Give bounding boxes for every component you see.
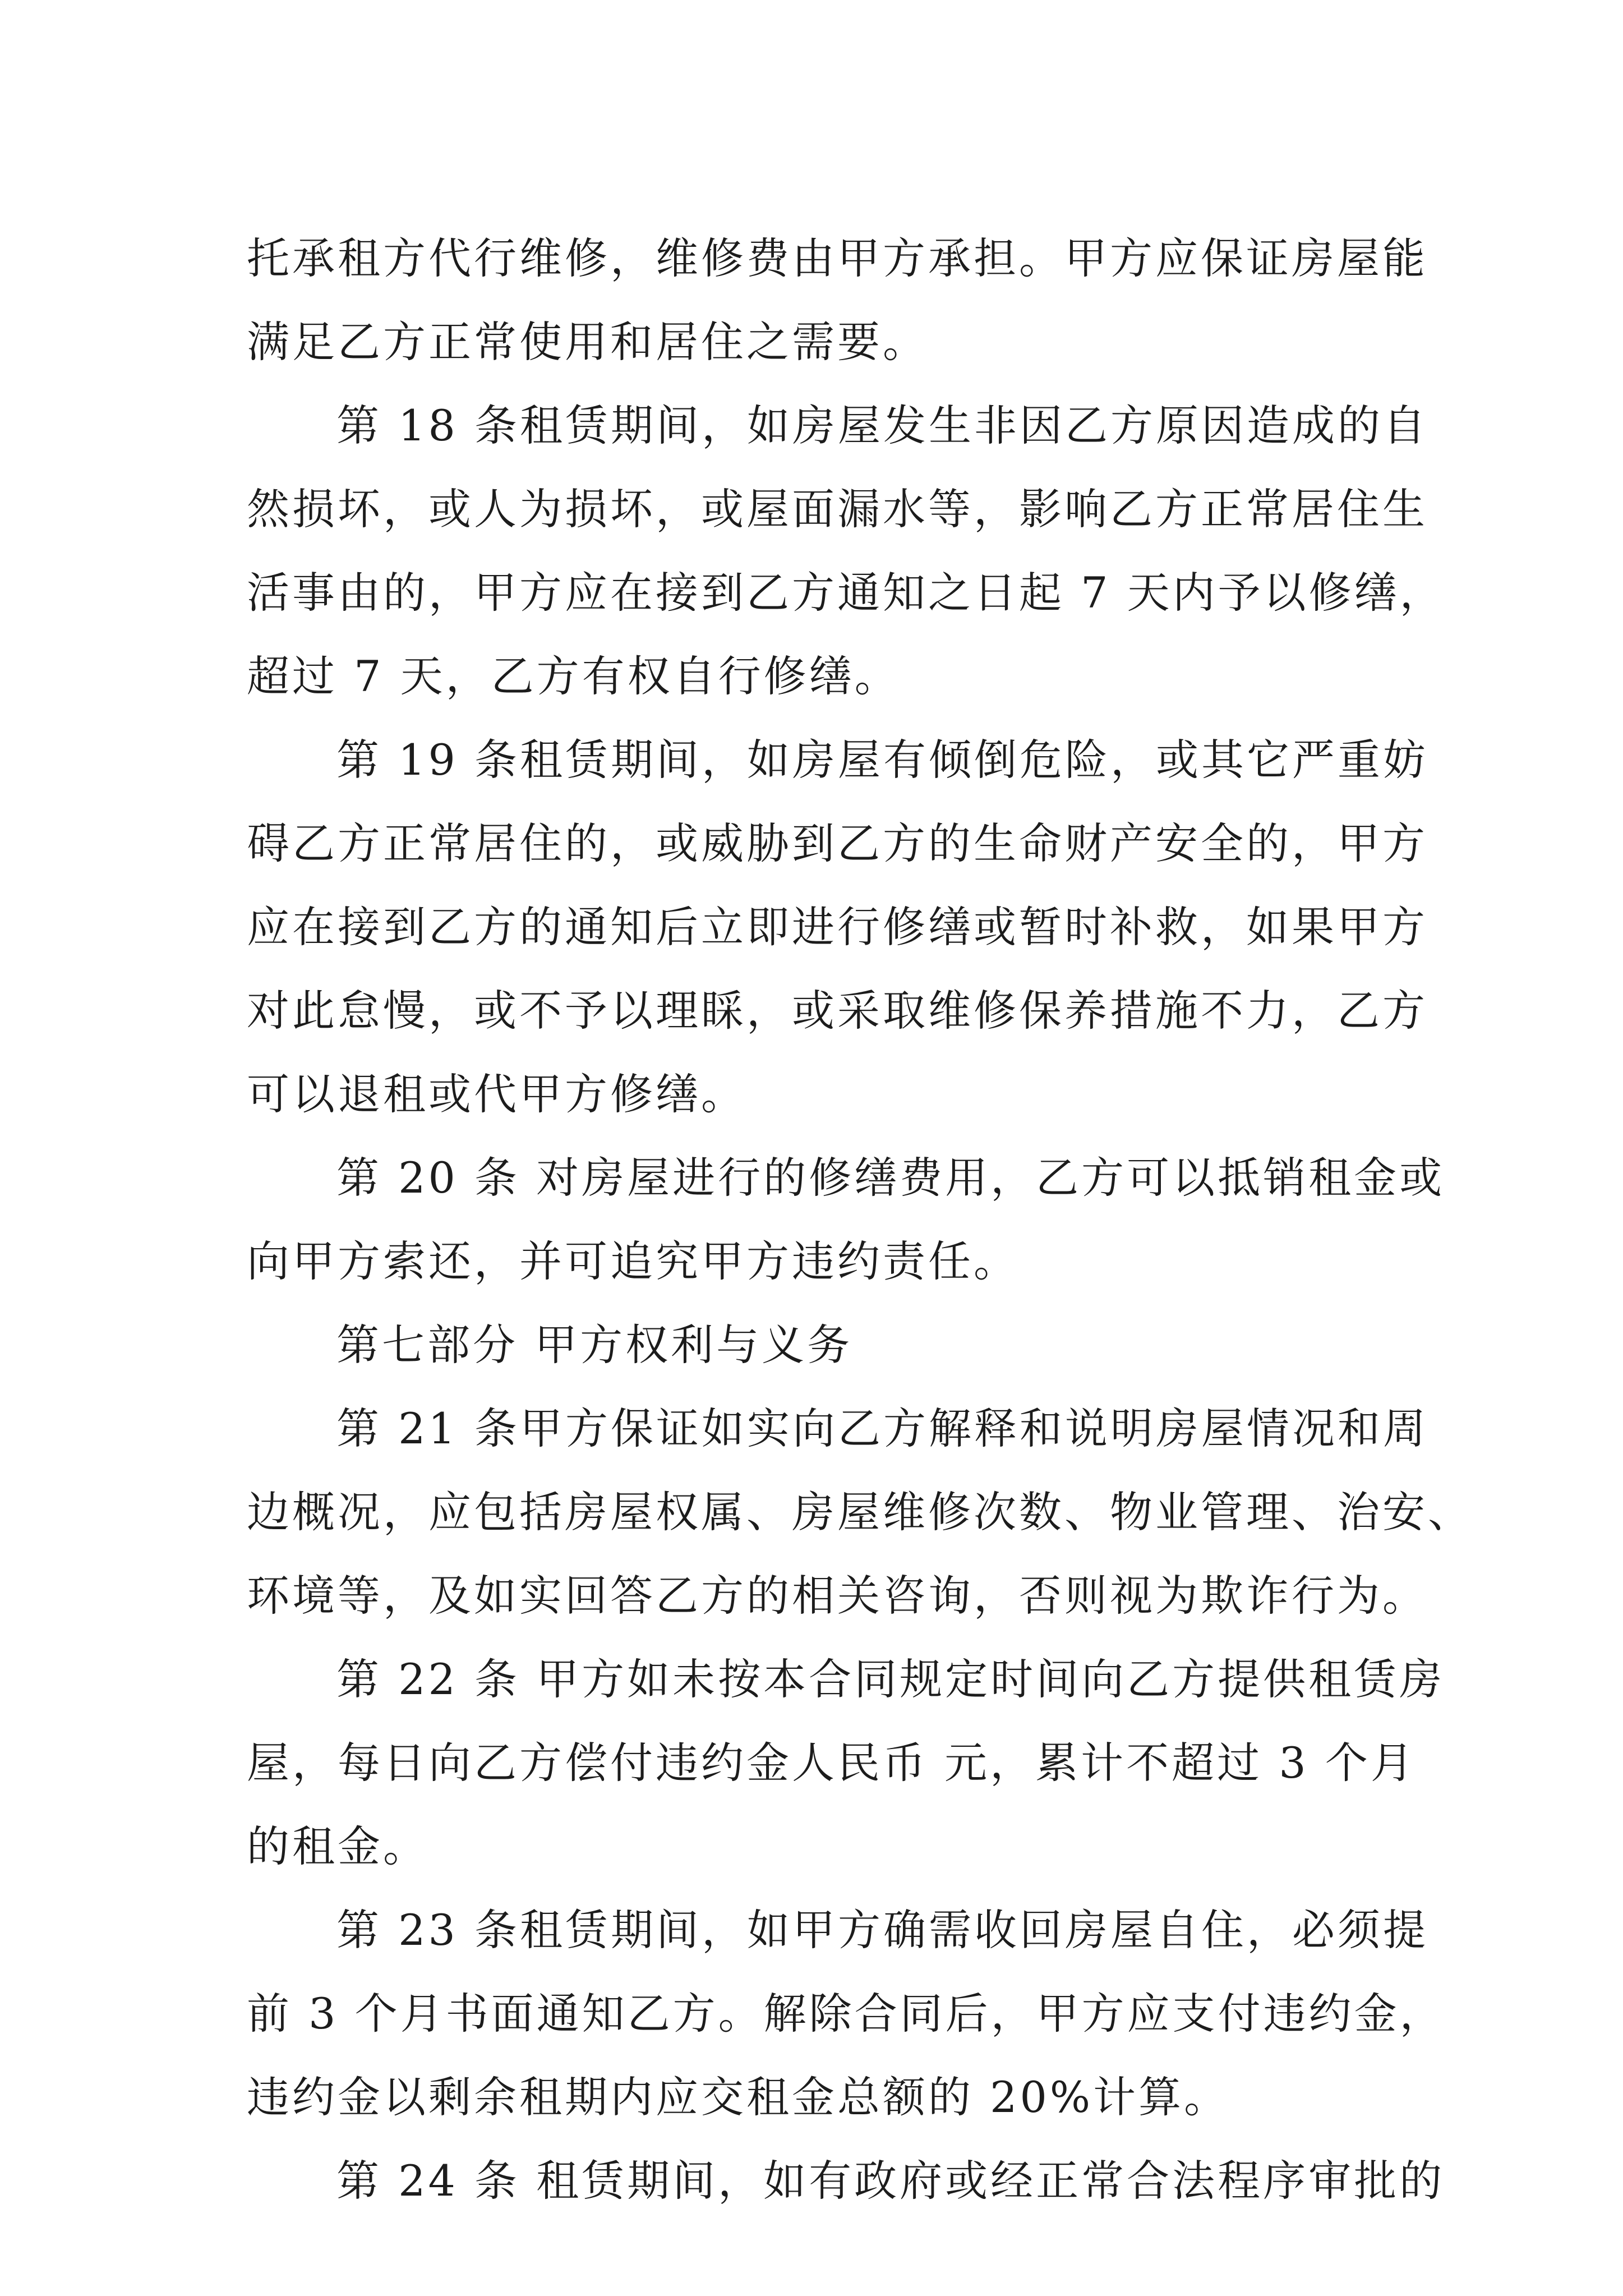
clause-19-line: 第 19 条租赁期间，如房屋有倾倒危险，或其它严重妨	[336, 735, 1429, 785]
clause-24-line: 第 24 条 租赁期间，如有政府或经正常合法程序审批的	[336, 2156, 1445, 2206]
text-line: 向甲方索还，并可追究甲方违约责任。	[247, 1236, 1019, 1286]
clause-18-line: 第 18 条租赁期间，如房屋发生非因乙方原因造成的自	[336, 401, 1429, 450]
text-line: 边概况，应包括房屋权属、房屋维修次数、物业管理、治安、	[247, 1487, 1473, 1537]
text-line: 碍乙方正常居住的，或威胁到乙方的生命财产安全的，甲方	[247, 818, 1428, 868]
text-line: 应在接到乙方的通知后立即进行修缮或暂时补救，如果甲方	[247, 902, 1428, 952]
text-line: 超过 7 天，乙方有权自行修缮。	[247, 651, 900, 701]
text-line: 活事由的，甲方应在接到乙方通知之日起 7 天内予以修缮，	[247, 568, 1445, 618]
text-line: 的租金。	[247, 1821, 428, 1871]
clause-22-line: 第 22 条 甲方如未按本合同规定时间向乙方提供租赁房	[336, 1654, 1445, 1704]
section-heading: 第七部分 甲方权利与义务	[336, 1320, 853, 1370]
text-line: 对此怠慢，或不予以理睬，或采取维修保养措施不力，乙方	[247, 986, 1428, 1036]
document-body	[247, 217, 1473, 2223]
text-line: 屋，每日向乙方偿付违约金人民币 元，累计不超过 3 个月	[247, 1738, 1416, 1788]
text-line: 然损坏，或人为损坏，或屋面漏水等，影响乙方正常居住生	[247, 484, 1428, 534]
clause-21-line: 第 21 条甲方保证如实向乙方解释和说明房屋情况和周	[336, 1404, 1429, 1453]
text-line: 托承租方代行维修，维修费由甲方承担。甲方应保证房屋能	[247, 233, 1428, 283]
text-line: 违约金以剩余租期内应交租金总额的 20%计算。	[247, 2072, 1230, 2122]
text-line: 前 3 个月书面通知乙方。解除合同后，甲方应支付违约金，	[247, 1989, 1445, 2039]
text-line: 环境等，及如实回答乙方的相关咨询，否则视为欺诈行为。	[247, 1571, 1428, 1621]
text-line: 可以退租或代甲方修缮。	[247, 1069, 746, 1119]
text-line: 满足乙方正常使用和居住之需要。	[247, 317, 928, 367]
clause-23-line: 第 23 条租赁期间，如甲方确需收回房屋自住，必须提	[336, 1905, 1429, 1955]
clause-20-line: 第 20 条 对房屋进行的修缮费用，乙方可以抵销租金或	[336, 1153, 1445, 1203]
